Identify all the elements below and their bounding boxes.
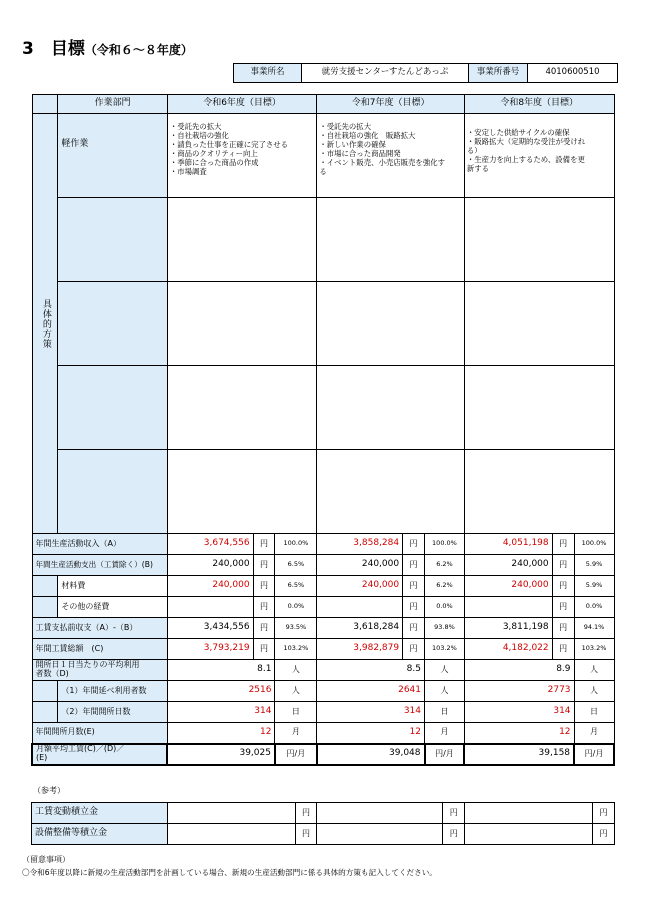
row-wages: 年間工賃総額 (C) 3,793,219 円 103.2% 3,982,879 円 103.2% 4,182,022 円 103.2% [32,639,614,660]
reference-heading: （参考） [33,786,65,795]
row-other: その他の経費 円 0.0% 円 0.0% 円 0.0% [32,597,614,618]
row-material: 材料費 240,000 円 6.5% 240,000 円 6.2% 240,000 円 5.9% [32,576,614,597]
notes-text: 〇令和6年度以降に新規の生産活動部門を計画している場合、新規の生産活動部門に係る具体的方策も記入してください。 [22,868,437,877]
page-title [22,34,193,59]
reference-row-equipment-fund: 設備整備等積立金 円 円 円 [32,824,615,845]
office-name-label: 事業所名 [234,64,302,83]
row-monthly-wage: 月額平均工賃(C)／(D)／ (E) 39,025 円/月 39,048 円/月 39,158 円/月 [32,744,614,765]
office-number: 4010600510 [528,64,618,83]
plan-y6: ・受託先の拡大 ・自社栽培の強化 ・請負った仕事を正確に完了させる ・商品のクオリティー向上 ・季節に合った商品の作成 ・市場調査 [167,114,317,198]
page-title-main: 3 目標 [22,39,85,59]
goals-table [31,94,615,766]
row-income: 年間生産活動収入（A） 3,674,556 円 100.0% 3,858,284 円 100.0% 4,051,198 円 100.0% [32,534,614,555]
row-total-users: （1）年間延べ利用者数 2516 人 2641 人 2773 人 [32,681,614,702]
side-label: 具体的方策 [40,298,51,349]
row-balance: 工賃支払前収支（A）-（B） 3,434,556 円 93.5% 3,618,284 円 93.8% 3,811,198 円 94.1% [32,618,614,639]
page-title-sub: （令和６～８年度） [84,43,193,57]
plan-y8: ・安定した供給サイクルの確保 ・販路拡大（定期的な受注が受けれ る） ・生産力を向上するため、設備を更 新する [464,114,614,198]
reference-table [31,802,615,845]
dept-1: 軽作業 [58,114,167,198]
office-info-table [233,63,618,83]
plan-y7: ・受託先の拡大 ・自社栽培の強化 販路拡大 ・新しい作業の確保 ・市場に合った商品開発 ・イベント販売、小売店販売を強化す る [317,114,465,198]
row-open-months: 年間開所月数(E) 12 月 12 月 12 月 [32,723,614,744]
office-number-label: 事業所番号 [469,64,528,83]
row-open-days: （2）年間開所日数 314 日 314 日 314 日 [32,702,614,723]
notes-heading: （留意事項） [22,855,70,864]
header-y7: 令和7年度（目標） [317,95,465,114]
header-y8: 令和8年度（目標） [464,95,614,114]
header-y6: 令和6年度（目標） [167,95,317,114]
row-expense: 年間生産活動支出（工賃除く）(B) 240,000 円 6.5% 240,000 円 6.2% 240,000 円 5.9% [32,555,614,576]
reference-row-wage-fund: 工賃変動積立金 円 円 円 [32,803,615,824]
side-label-cell [32,114,58,534]
row-avg-users: 開所日１日当たりの平均利用 者数（D) 8.1 人 8.5 人 8.9 人 [32,660,614,681]
header-dept: 作業部門 [58,95,167,114]
office-name: 就労支援センターすたんどあっぷ [302,64,469,83]
